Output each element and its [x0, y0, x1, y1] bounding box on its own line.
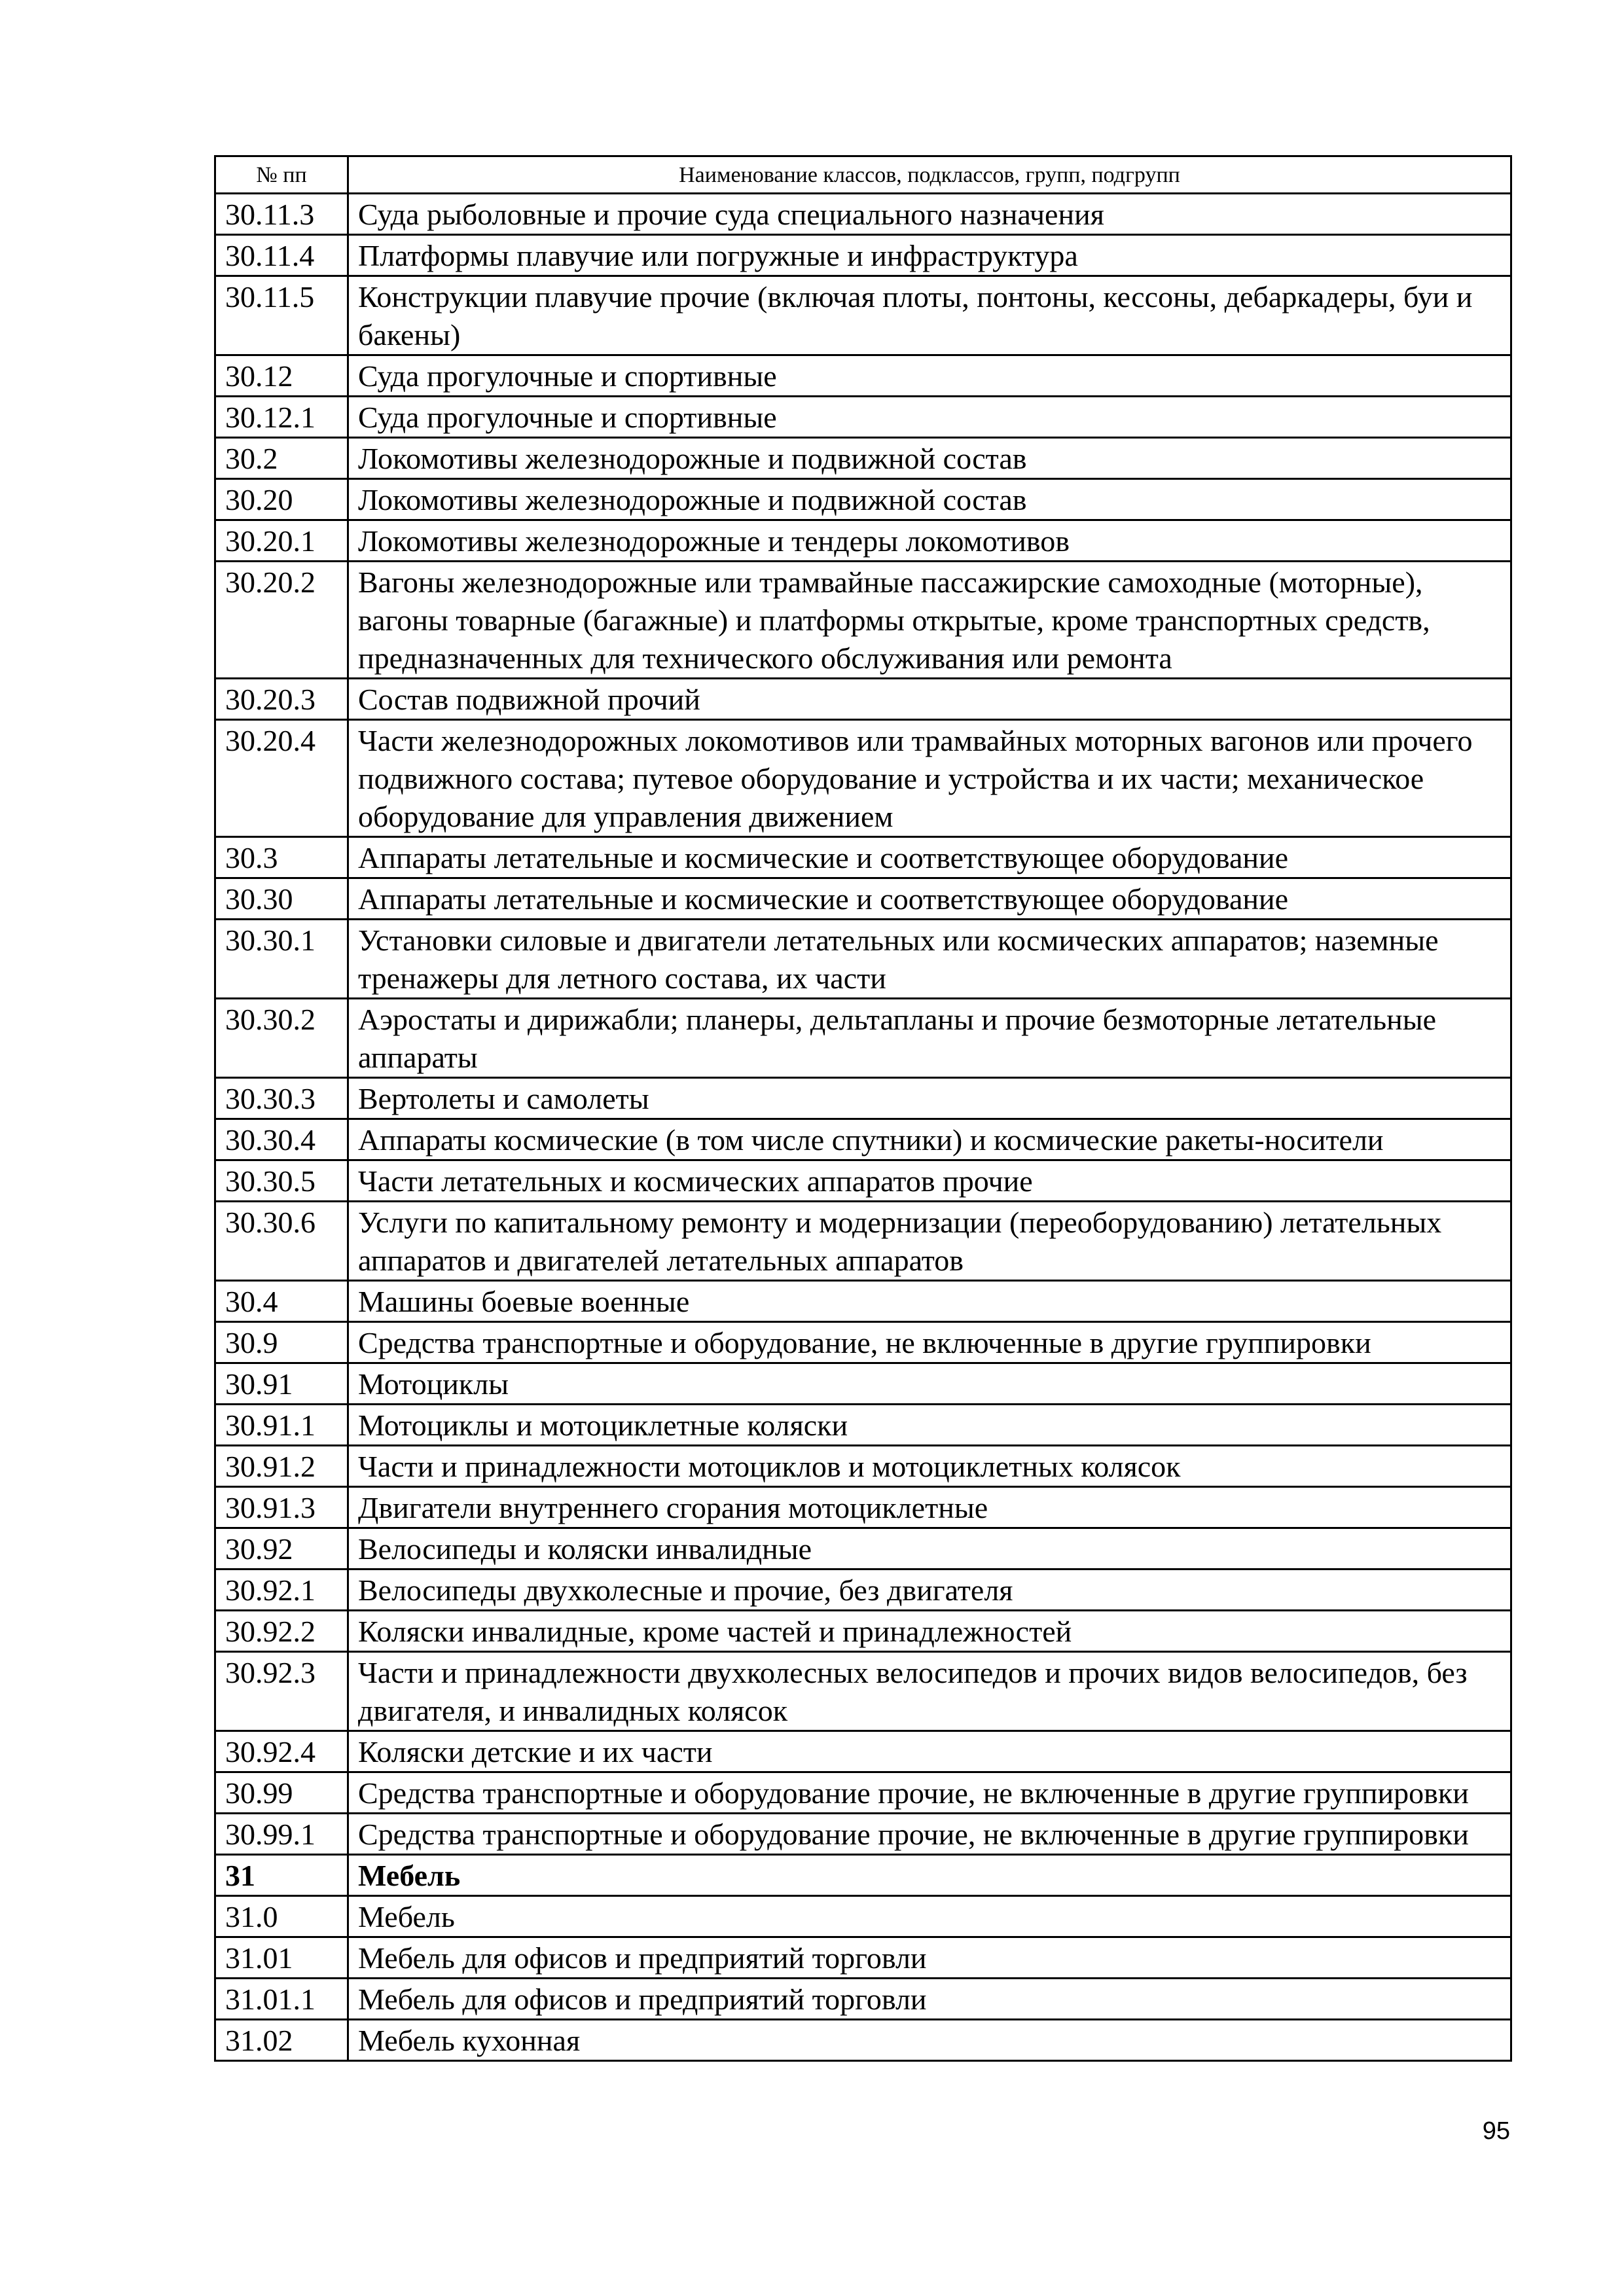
- table-row: [215, 562, 1511, 679]
- table-row: [215, 1405, 1511, 1446]
- row-code: 31.0: [215, 1896, 348, 1937]
- table-row: [215, 1363, 1511, 1405]
- row-code: 31.01: [215, 1937, 348, 1979]
- row-code: 30.92: [215, 1528, 348, 1570]
- table-row: [215, 355, 1511, 397]
- table-row: [215, 679, 1511, 720]
- row-code: 31: [215, 1855, 348, 1896]
- table-row: [215, 1814, 1511, 1855]
- table-row: [215, 1078, 1511, 1119]
- table-row: [215, 1446, 1511, 1487]
- row-code: 30.30.1: [215, 920, 348, 999]
- row-code: 30.30.2: [215, 999, 348, 1078]
- row-name: Части и принадлежности двухколесных велосипедов и прочих видов велосипедов, без двигателя, и инвалидных колясок: [348, 1652, 1511, 1731]
- table-row: [215, 920, 1511, 999]
- row-code: 30.99.1: [215, 1814, 348, 1855]
- row-code: 30.91: [215, 1363, 348, 1405]
- row-code: 30.91.3: [215, 1487, 348, 1528]
- table-row: [215, 1487, 1511, 1528]
- table-row: [215, 194, 1511, 235]
- row-name: Локомотивы железнодорожные и тендеры локомотивов: [348, 520, 1511, 562]
- row-name: Состав подвижной прочий: [348, 679, 1511, 720]
- table-body: [215, 194, 1511, 2061]
- table-row: [215, 1160, 1511, 1202]
- table-row: [215, 276, 1511, 355]
- row-name: Средства транспортные и оборудование, не включенные в другие группировки: [348, 1322, 1511, 1363]
- row-name: Мебель: [348, 1896, 1511, 1937]
- row-name: Велосипеды двухколесные и прочие, без двигателя: [348, 1570, 1511, 1611]
- row-code: 30.30.6: [215, 1202, 348, 1281]
- row-code: 30.12: [215, 355, 348, 397]
- row-code: 30.99: [215, 1772, 348, 1814]
- row-code: 30.30.3: [215, 1078, 348, 1119]
- table-row: [215, 235, 1511, 276]
- row-code: 30.92.4: [215, 1731, 348, 1772]
- row-name: Мебель кухонная: [348, 2020, 1511, 2061]
- table-row: [215, 1772, 1511, 1814]
- table-row: [215, 720, 1511, 837]
- row-code: 30.92.2: [215, 1611, 348, 1652]
- row-code: 31.02: [215, 2020, 348, 2061]
- table-row: [215, 1855, 1511, 1896]
- row-code: 31.01.1: [215, 1979, 348, 2020]
- table-row: [215, 1652, 1511, 1731]
- table-row: [215, 1570, 1511, 1611]
- table-row: [215, 438, 1511, 479]
- row-name: Машины боевые военные: [348, 1281, 1511, 1322]
- table-row: [215, 479, 1511, 520]
- table-row: [215, 1528, 1511, 1570]
- header-number: № пп: [215, 156, 348, 194]
- table-row: [215, 397, 1511, 438]
- row-code: 30.30.5: [215, 1160, 348, 1202]
- row-code: 30.4: [215, 1281, 348, 1322]
- table-row: [215, 520, 1511, 562]
- row-code: 30.3: [215, 837, 348, 878]
- row-code: 30.20: [215, 479, 348, 520]
- table-row: [215, 999, 1511, 1078]
- table-row: [215, 2020, 1511, 2061]
- row-name: Средства транспортные и оборудование прочие, не включенные в другие группировки: [348, 1814, 1511, 1855]
- row-name: Мотоциклы: [348, 1363, 1511, 1405]
- page-number: 95: [1482, 2117, 1510, 2145]
- row-name: Установки силовые и двигатели летательных или космических аппаратов; наземные тренажеры для летного состава, их части: [348, 920, 1511, 999]
- row-name: Части летательных и космических аппаратов прочие: [348, 1160, 1511, 1202]
- row-code: 30.20.4: [215, 720, 348, 837]
- table-row: [215, 1731, 1511, 1772]
- row-name: Платформы плавучие или погружные и инфраструктура: [348, 235, 1511, 276]
- table-row: [215, 1119, 1511, 1160]
- row-code: 30.30.4: [215, 1119, 348, 1160]
- row-name: Части и принадлежности мотоциклов и мотоциклетных колясок: [348, 1446, 1511, 1487]
- row-name: Услуги по капитальному ремонту и модернизации (переоборудованию) летательных аппаратов и двигателей летательных аппаратов: [348, 1202, 1511, 1281]
- row-name: Аппараты летательные и космические и соответствующее оборудование: [348, 878, 1511, 920]
- row-name: Локомотивы железнодорожные и подвижной состав: [348, 479, 1511, 520]
- row-name: Средства транспортные и оборудование прочие, не включенные в другие группировки: [348, 1772, 1511, 1814]
- table-row: [215, 1937, 1511, 1979]
- row-code: 30.11.4: [215, 235, 348, 276]
- row-name: Двигатели внутреннего сгорания мотоциклетные: [348, 1487, 1511, 1528]
- classification-table: [214, 155, 1512, 2062]
- row-code: 30.9: [215, 1322, 348, 1363]
- row-code: 30.11.3: [215, 194, 348, 235]
- row-name: Мебель: [348, 1855, 1511, 1896]
- table-row: [215, 878, 1511, 920]
- row-code: 30.11.5: [215, 276, 348, 355]
- table-row: [215, 1202, 1511, 1281]
- row-code: 30.20.3: [215, 679, 348, 720]
- table-row: [215, 1979, 1511, 2020]
- row-code: 30.92.1: [215, 1570, 348, 1611]
- row-name: Велосипеды и коляски инвалидные: [348, 1528, 1511, 1570]
- row-name: Коляски инвалидные, кроме частей и принадлежностей: [348, 1611, 1511, 1652]
- row-code: 30.91.1: [215, 1405, 348, 1446]
- row-name: Аэростаты и дирижабли; планеры, дельтапланы и прочие безмоторные летательные аппараты: [348, 999, 1511, 1078]
- table-row: [215, 1281, 1511, 1322]
- row-name: Аппараты космические (в том числе спутники) и космические ракеты-носители: [348, 1119, 1511, 1160]
- row-name: Мебель для офисов и предприятий торговли: [348, 1979, 1511, 2020]
- row-name: Суда прогулочные и спортивные: [348, 355, 1511, 397]
- row-code: 30.91.2: [215, 1446, 348, 1487]
- table-header-row: [215, 156, 1511, 194]
- table-row: [215, 1322, 1511, 1363]
- row-name: Вагоны железнодорожные или трамвайные пассажирские самоходные (моторные), вагоны товарные (багажные) и платформы открытые, кроме транспортных средств, предназначенных для технического обслуживания или ремонта: [348, 562, 1511, 679]
- row-name: Суда рыболовные и прочие суда специального назначения: [348, 194, 1511, 235]
- row-code: 30.2: [215, 438, 348, 479]
- row-name: Суда прогулочные и спортивные: [348, 397, 1511, 438]
- row-name: Локомотивы железнодорожные и подвижной состав: [348, 438, 1511, 479]
- row-name: Мотоциклы и мотоциклетные коляски: [348, 1405, 1511, 1446]
- row-code: 30.30: [215, 878, 348, 920]
- row-name: Вертолеты и самолеты: [348, 1078, 1511, 1119]
- row-code: 30.92.3: [215, 1652, 348, 1731]
- table-row: [215, 1896, 1511, 1937]
- row-code: 30.20.2: [215, 562, 348, 679]
- row-name: Коляски детские и их части: [348, 1731, 1511, 1772]
- row-code: 30.12.1: [215, 397, 348, 438]
- header-name: Наименование классов, подклассов, групп, подгрупп: [348, 156, 1511, 194]
- row-name: Аппараты летательные и космические и соответствующее оборудование: [348, 837, 1511, 878]
- table-row: [215, 1611, 1511, 1652]
- row-code: 30.20.1: [215, 520, 348, 562]
- table-row: [215, 837, 1511, 878]
- row-name: Мебель для офисов и предприятий торговли: [348, 1937, 1511, 1979]
- row-name: Конструкции плавучие прочие (включая плоты, понтоны, кессоны, дебаркадеры, буи и бакены): [348, 276, 1511, 355]
- row-name: Части железнодорожных локомотивов или трамвайных моторных вагонов или прочего подвижного состава; путевое оборудование и устройства и их части; механическое оборудование для управления движением: [348, 720, 1511, 837]
